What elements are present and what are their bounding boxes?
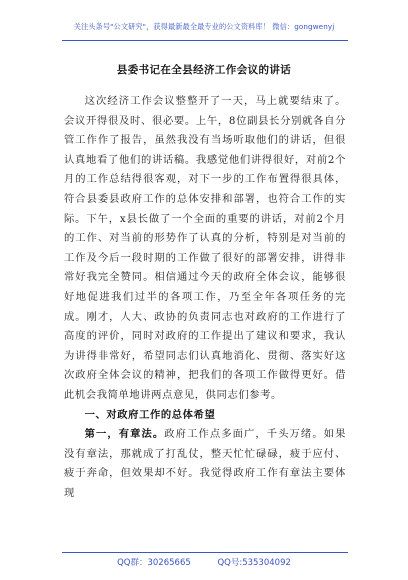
footer <box>0 556 408 568</box>
document-body <box>64 92 346 503</box>
footer-qq-group: QQ群：30265665 <box>117 558 191 568</box>
section-heading: 一、对政府工作的总体希望 <box>84 408 216 421</box>
header-divider <box>62 40 348 41</box>
footer-divider <box>62 552 348 553</box>
section-lead: 第一，有章法。 <box>84 428 165 441</box>
body-paragraph: 这次经济工作会议整整开了一天，马上就要结束了。会议开得很及时、很必要。上午，8位副县长分别就各自分管工作作了报告，虽然我没有当场听取他们的讲话，但很认真地看了他们的讲话稿。我感觉他们讲得很好，对前2个月的工作总结得很客观，对下一步的工作布置得很具体，符合县委县政府工作的总体安排和部署，也符合工作的实际。下午，x县长做了一个全面的重要的讲话，对前2个月的工作、对当前的形势作了认真的分析，特别是对当前的工作及今后一段时期的工作做了很好的部署安排，讲得非常好我完全赞同。相信通过今天的政府全体会议，能够很好地促进我们过半的各项工作，乃至全年各项任务的完成。刚才，人大、政协的负责同志也对政府的工作进行了高度的评价，同时对政府的工作提出了建议和要求，我认为讲得非常好，希望同志们认真地消化、贯彻、落实好这次政府全体会议的精神，把我们的各项工作做得更好。借此机会我简单地讲两点意见，供同志们参考。 <box>64 95 346 401</box>
section-text: 政府工作点多面广，千头万绪。如果没有章法，那就成了打乱仗，整天忙忙碌碌，疲于应付、疲于奔命，但效果却不好。我觉得政府工作有章法主要体现 <box>64 428 346 499</box>
footer-qq: QQ号:535304092 <box>217 558 291 568</box>
header-banner: 关注头条号"公文研究"，获得最新最全最专业的公文资料库！ 微信：gongwenyj <box>73 22 335 31</box>
document-title: 县委书记在全县经济工作会议的讲话 <box>116 64 292 76</box>
section-paragraph <box>64 425 346 503</box>
